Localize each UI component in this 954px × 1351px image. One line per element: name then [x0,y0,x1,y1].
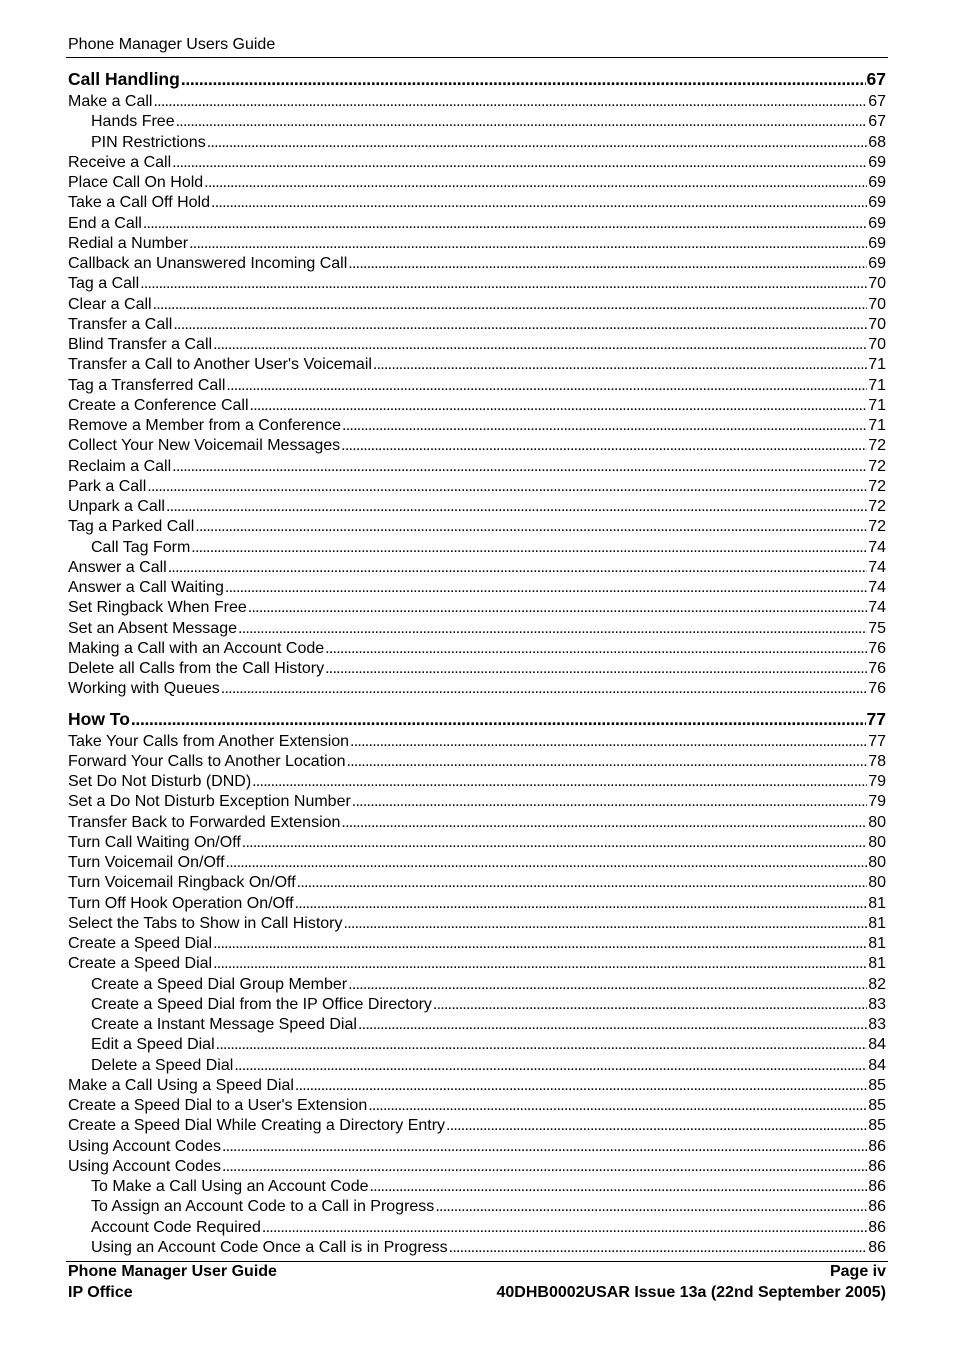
toc-entry-page: 86 [868,1157,886,1175]
toc-entry-page: 84 [868,1036,886,1054]
toc-section [68,706,886,1259]
toc-entry-page: 86 [868,1198,886,1216]
toc-entry-label: Create a Speed Dial While Creating a Directory Entry [68,1117,446,1135]
toc-leader-dots [131,706,866,732]
running-header: Phone Manager Users Guide [68,36,276,53]
toc-entry-label: Create a Speed Dial from the IP Office Directory [91,995,432,1013]
toc-entry[interactable] [68,173,886,193]
toc-entry-label: To Make a Call Using an Account Code [91,1178,369,1195]
toc-leader-dots [213,934,867,954]
toc-entry-page: 75 [868,619,886,637]
toc-entry-page: 71 [868,376,886,394]
toc-entry-label: Making a Call with an Account Code [68,639,325,657]
toc-entry-label: Turn Voicemail On/Off [68,854,225,871]
toc-leader-dots [172,457,867,477]
toc-leader-dots [191,538,867,558]
toc-entry-page: 81 [868,914,886,932]
toc-section-heading[interactable] [68,706,886,732]
toc-entry-label: PIN Restrictions [91,133,206,151]
toc-leader-dots [369,1177,867,1197]
toc-entry-page: 69 [868,234,886,252]
toc-leader-dots [358,1015,867,1035]
toc-entry-label: Using Account Codes [68,1157,221,1175]
toc-entry-label: Tag a Transferred Call [68,376,226,394]
toc-leader-dots [341,436,867,456]
toc-leader-dots [295,1076,867,1096]
toc-entry-label: Working with Queues [68,680,220,698]
toc-entry[interactable] [68,752,886,772]
toc-leader-dots [348,254,867,274]
toc-entry-page: 85 [868,1076,886,1094]
toc-entry[interactable] [68,1056,886,1076]
toc-entry[interactable] [68,578,886,598]
toc-entry[interactable] [68,538,886,558]
toc-leader-dots [433,995,867,1015]
toc-entry-label: Turn Voicemail Ringback On/Off [68,874,296,892]
toc-leader-dots [147,477,867,497]
toc-leader-dots [153,295,868,315]
toc-leader-dots [446,1116,867,1136]
toc-entry-page: 74 [868,599,886,617]
toc-entry[interactable] [68,1238,886,1258]
toc-leader-dots [222,1157,867,1177]
toc-entry-label: Reclaim a Call [68,457,172,475]
toc-entry[interactable] [68,853,886,873]
footer-line-2 [68,1284,886,1302]
toc-entry[interactable] [68,133,886,153]
toc-entry-page: 69 [868,153,886,171]
toc-section [68,66,886,700]
toc-entry-page: 70 [868,336,886,353]
toc-entry-label: Using an Account Code Once a Call is in Progress [91,1238,448,1256]
toc-leader-dots [221,679,867,699]
toc-entry[interactable] [68,934,886,954]
toc-entry[interactable] [68,619,886,639]
toc-leader-dots [211,193,867,213]
toc-leader-dots [153,92,867,112]
toc-entry[interactable] [68,1096,886,1116]
toc-leader-dots [297,873,868,893]
toc-entry-page: 84 [868,1056,886,1074]
toc-entry-label: Park a Call [68,477,147,495]
toc-leader-dots [222,1137,867,1157]
toc-entry-label: Hands Free [91,113,175,131]
toc-entry-page: 86 [868,1218,886,1236]
toc-entry-page: 83 [868,1016,886,1033]
toc-entry-page: 71 [868,356,886,374]
toc-heading-page: 77 [866,708,886,729]
toc-entry-page: 67 [868,113,886,131]
toc-leader-dots [344,914,868,934]
toc-entry[interactable] [68,813,886,833]
toc-leader-dots [342,416,867,436]
toc-entry[interactable] [68,1137,886,1157]
toc-entry-page: 78 [868,752,886,770]
toc-entry-label: End a Call [68,214,142,232]
toc-entry-page: 79 [868,773,886,790]
toc-leader-dots [325,639,867,659]
toc-entry-page: 70 [868,275,886,293]
toc-entry[interactable] [68,436,886,456]
toc-entry[interactable] [68,792,886,812]
toc-entry-label: Receive a Call [68,153,172,171]
toc-leader-dots [325,659,867,679]
toc-entry-label: Take a Call Off Hold [68,194,210,212]
toc-entry-label: Turn Off Hook Operation On/Off [68,894,294,912]
toc-entry[interactable] [68,497,886,517]
toc-entry-page: 74 [868,579,886,596]
toc-entry[interactable] [68,914,886,934]
toc-entry-page: 71 [868,396,886,414]
toc-entry[interactable] [68,355,886,375]
toc-leader-dots [140,274,867,294]
toc-entry-page: 85 [868,1117,886,1135]
toc-entry-page: 72 [868,437,886,455]
toc-entry[interactable] [68,92,886,112]
toc-leader-dots [373,355,867,375]
toc-entry-label: Remove a Member from a Conference [68,417,341,434]
toc-entry[interactable] [68,214,886,234]
toc-leader-dots [347,752,868,772]
toc-entry-label: Select the Tabs to Show in Call History [68,914,343,932]
toc-entry-label: Transfer a Call to Another User's Voicemail [68,356,372,374]
toc-entry[interactable] [68,396,886,416]
toc-leader-dots [234,1056,867,1076]
toc-entry-label: Create a Speed Dial [68,955,213,973]
toc-entry[interactable] [68,732,886,752]
header-rule [66,57,888,58]
toc-entry-label: Set an Absent Message [68,619,237,637]
toc-entry-page: 68 [868,133,886,151]
toc-entry-page: 81 [868,894,886,912]
toc-entry[interactable] [68,295,886,315]
toc-leader-dots [226,376,867,396]
toc-entry-label: Create a Speed Dial to a User's Extension [68,1097,368,1114]
footer-guide-title: Phone Manager User Guide [68,1263,277,1280]
toc-entry[interactable] [68,1076,886,1096]
toc-entry-page: 86 [868,1178,886,1195]
toc-entry-page: 74 [868,558,886,576]
toc-entry-label: Create a Speed Dial Group Member [91,975,348,993]
toc-entry-label: Account Code Required [91,1218,261,1236]
toc-entry[interactable] [68,873,886,893]
footer-rule [66,1261,888,1262]
toc-entry-label: Transfer a Call [68,315,173,333]
toc-entry-label: Set Ringback When Free [68,599,247,617]
toc-entry-label: Forward Your Calls to Another Location [68,752,346,770]
toc-leader-dots [295,894,868,914]
toc-leader-dots [213,954,867,974]
toc-entry-page: 69 [868,214,886,232]
toc-entry[interactable] [68,1197,886,1217]
toc-leader-dots [449,1238,868,1258]
toc-entry-label: Delete all Calls from the Call History [68,660,325,677]
toc-entry-label: Tag a Call [68,275,140,293]
toc-entry[interactable] [68,1035,886,1055]
toc-entry[interactable] [68,1116,886,1136]
toc-entry-page: 72 [868,518,886,536]
toc-entry-label: Call Tag Form [91,538,191,556]
toc-entry-page: 71 [868,417,886,434]
toc-entry-page: 85 [868,1097,886,1114]
toc-entry-page: 76 [868,680,886,698]
toc-entry-page: 72 [868,477,886,495]
toc-entry[interactable] [68,1177,886,1197]
toc-leader-dots [166,497,867,517]
toc-entry-page: 83 [868,995,886,1013]
toc-entry-page: 80 [868,833,886,851]
toc-entry[interactable] [68,975,886,995]
toc-entry-page: 69 [868,255,886,272]
toc-leader-dots [204,173,867,193]
toc-entry-page: 80 [868,874,886,892]
toc-entry[interactable] [68,659,886,679]
toc-leader-dots [250,396,868,416]
toc-entry-label: Answer a Call Waiting [68,579,224,596]
toc-entry-label: Set a Do Not Disturb Exception Number [68,793,351,811]
footer-page-number: Page iv [829,1263,886,1280]
toc-entry[interactable] [68,679,886,699]
toc-entry-label: Edit a Speed Dial [91,1036,215,1054]
toc-leader-dots [252,772,867,792]
toc-entry-label: Blind Transfer a Call [68,336,213,353]
toc-entry-page: 80 [868,854,886,871]
toc-entry[interactable] [68,153,886,173]
toc-entry[interactable] [68,639,886,659]
toc-entry-label: Place Call On Hold [68,174,204,191]
toc-leader-dots [435,1197,867,1217]
toc-entry[interactable] [68,833,886,853]
toc-entry-page: 69 [868,194,886,212]
toc-leader-dots [207,133,868,153]
toc-leader-dots [352,792,867,812]
toc-leader-dots [225,578,867,598]
toc-leader-dots [172,153,867,173]
toc-entry[interactable] [68,315,886,335]
toc-entry[interactable] [68,274,886,294]
toc-entry[interactable] [68,193,886,213]
toc-entry-label: Delete a Speed Dial [91,1056,234,1074]
toc-entry-page: 70 [868,315,886,333]
toc-entry-label: Clear a Call [68,295,152,313]
toc-leader-dots [248,598,867,618]
toc-leader-dots [348,975,867,995]
toc-entry-page: 77 [868,732,886,750]
toc-entry-page: 76 [868,660,886,677]
toc-entry-label: Make a Call Using a Speed Dial [68,1076,294,1094]
toc-section-heading[interactable] [68,66,886,92]
toc-leader-dots [238,619,867,639]
toc-entry[interactable] [68,598,886,618]
toc-leader-dots [176,112,868,132]
toc-leader-dots [213,335,867,355]
toc-entry-page: 86 [868,1238,886,1256]
toc-entry[interactable] [68,457,886,477]
toc-entry-page: 81 [868,935,886,952]
footer-line-1 [68,1263,886,1281]
toc-leader-dots [216,1035,868,1055]
toc-entry-label: Turn Call Waiting On/Off [68,833,241,851]
toc-entry[interactable] [68,995,886,1015]
toc-entry[interactable] [68,772,886,792]
toc-entry-label: Unpark a Call [68,498,165,515]
toc-entry[interactable] [68,894,886,914]
toc-entry-label: To Assign an Account Code to a Call in Progress [91,1198,435,1216]
toc-entry-label: Transfer Back to Forwarded Extension [68,813,341,831]
toc-entry-label: Callback an Unanswered Incoming Call [68,255,348,272]
toc-entry-page: 80 [868,813,886,831]
toc-entry[interactable] [68,416,886,436]
toc-entry[interactable] [68,112,886,132]
toc-entry-page: 82 [868,975,886,993]
toc-entry-page: 72 [868,457,886,475]
toc-leader-dots [341,813,867,833]
toc-leader-dots [350,732,867,752]
toc-leader-dots [143,214,867,234]
toc-entry-page: 70 [868,295,886,313]
toc-entry-page: 76 [868,639,886,657]
table-of-contents [68,66,886,1264]
toc-leader-dots [226,853,868,873]
toc-entry[interactable] [68,234,886,254]
toc-leader-dots [368,1096,867,1116]
toc-leader-dots [181,66,866,92]
toc-entry-page: 79 [868,793,886,811]
toc-heading-page: 67 [866,69,886,89]
toc-entry[interactable] [68,954,886,974]
toc-entry[interactable] [68,1157,886,1177]
toc-entry-label: Answer a Call [68,558,167,576]
toc-entry[interactable] [68,558,886,578]
toc-entry-page: 69 [868,174,886,191]
toc-leader-dots [242,833,867,853]
footer-product: IP Office [68,1284,133,1301]
toc-entry-label: Using Account Codes [68,1137,221,1155]
toc-entry[interactable] [68,1218,886,1238]
toc-entry[interactable] [68,376,886,396]
toc-heading-label: How To [68,708,130,729]
toc-entry-page: 74 [868,538,886,556]
toc-entry[interactable] [68,477,886,497]
toc-entry[interactable] [68,1015,886,1035]
toc-entry-page: 81 [868,955,886,973]
toc-entry-page: 86 [868,1137,886,1155]
toc-leader-dots [168,558,868,578]
footer-issue: 40DHB0002USAR Issue 13a (22nd September 2005) [496,1284,886,1301]
toc-entry-label: Make a Call [68,93,153,110]
toc-entry-label: Create a Speed Dial [68,935,213,952]
toc-leader-dots [262,1218,867,1238]
toc-entry-label: Create a Instant Message Speed Dial [91,1016,357,1033]
toc-entry-label: Redial a Number [68,234,189,252]
toc-entry[interactable] [68,517,886,537]
toc-heading-label: Call Handling [68,69,180,89]
toc-entry-page: 72 [868,498,886,515]
toc-leader-dots [195,517,867,537]
toc-entry-label: Tag a Parked Call [68,518,195,536]
toc-entry-page: 67 [868,93,886,110]
toc-entry-label: Create a Conference Call [68,396,249,414]
toc-entry-label: Take Your Calls from Another Extension [68,732,350,750]
toc-leader-dots [173,315,867,335]
toc-entry[interactable] [68,254,886,274]
toc-leader-dots [189,234,867,254]
toc-entry[interactable] [68,335,886,355]
toc-entry-label: Set Do Not Disturb (DND) [68,773,252,790]
toc-entry-label: Collect Your New Voicemail Messages [68,437,341,455]
